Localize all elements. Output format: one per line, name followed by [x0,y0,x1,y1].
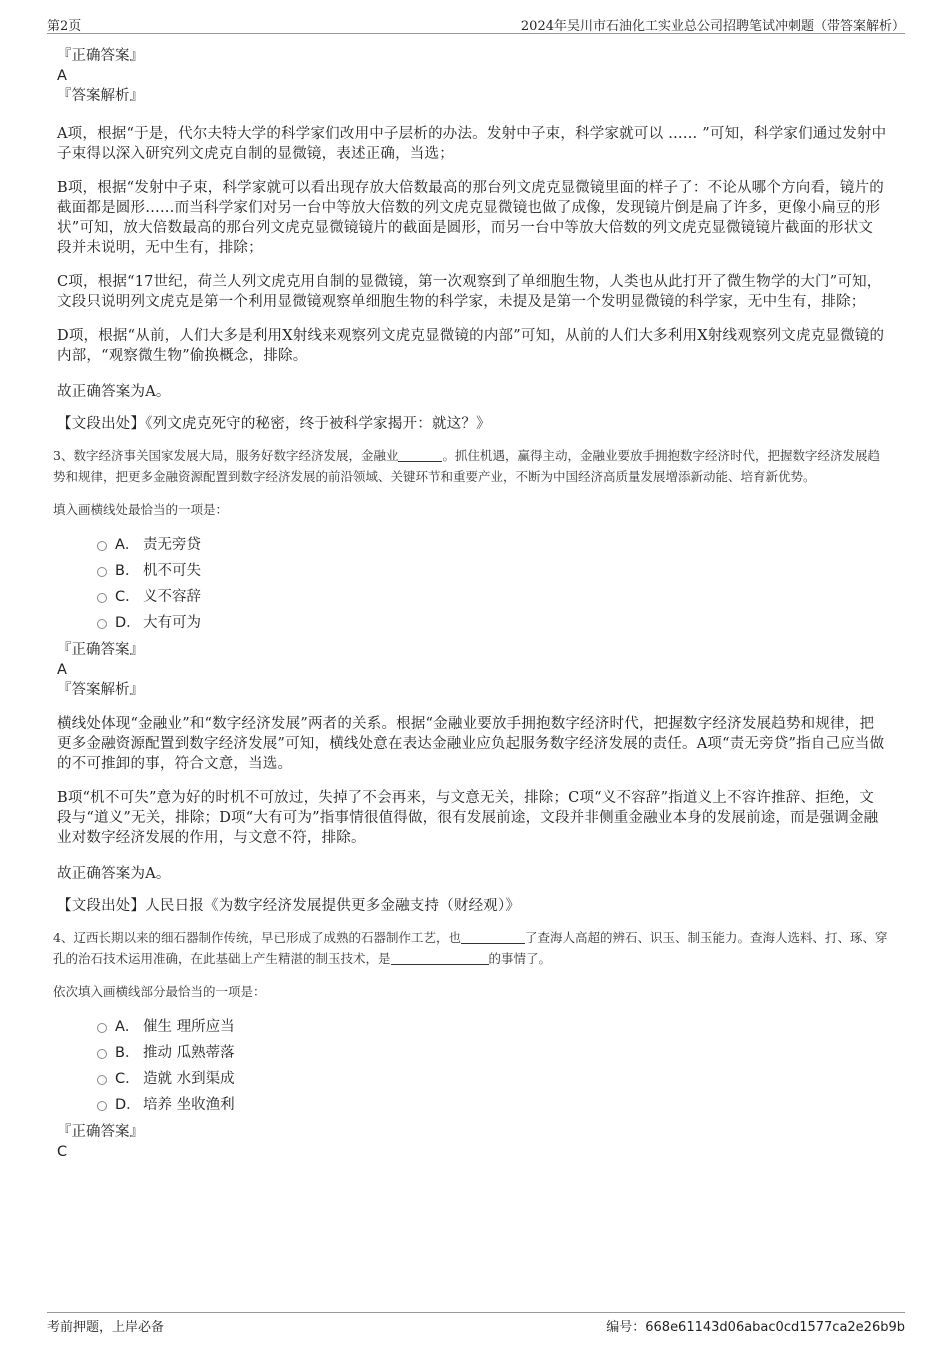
radio-icon[interactable] [97,1075,107,1085]
q4-option-d[interactable]: D． 培养 坐收渔利 [97,1090,887,1116]
q4-stem: 4、辽西长期以来的细石器制作传统，早已形成了成熟的石器制作工艺，也 了查海人高超的辨石、识玉、制玉能力。查海人选料、打、琢、穿孔的治石技术运用准确，在此基础上产生精湛的制玉技术，是 的事情了。 [53,930,888,966]
page-header [47,14,905,34]
footer-serial: 编号：668e61143d06abac0cd1577ca2e26b9b [606,1320,905,1335]
q4-blank-1 [461,930,525,944]
answer-label: 『正确答案』 [57,1124,144,1140]
q4-blank-2 [391,951,489,965]
q3-option-c[interactable]: C． 义不容辞 [97,582,887,608]
footer-slogan: 考前押题，上岸必备 [47,1320,165,1335]
q4-option-c[interactable]: C． 造就 水到渠成 [97,1064,887,1090]
radio-icon[interactable] [97,619,107,629]
q2-correct-answer: A [57,68,67,84]
radio-icon[interactable] [97,1049,107,1059]
q3-option-a[interactable]: A． 责无旁贷 [97,530,887,556]
q2-analysis-a: A项，根据“于是，代尔夫特大学的科学家们改用中子层析的办法。发射中子束，科学家就可以 …… ”可知，科学家们通过发射中子束得以深入研究列文虎克自制的显微镜，表述正确，当选； [57,126,887,162]
serial-number: 668e61143d06abac0cd1577ca2e26b9b [645,1320,905,1335]
q3-blank [398,448,442,462]
radio-icon[interactable] [97,567,107,577]
q2-source: 【文段出处】《列文虎克死守的秘密，终于被科学家揭开：就这？》 [57,416,491,432]
analysis-label: 『答案解析』 [57,682,144,698]
q2-conclusion: 故正确答案为A。 [57,384,171,400]
q4-instruction: 依次填入画横线部分最恰当的一项是： [53,984,266,999]
page-footer [47,1312,905,1336]
q3-correct-answer: A [57,662,67,678]
q2-analysis-d: D项，根据“从前，人们大多是利用X射线来观察列文虎克显微镜的内部”可知，从前的人们大多利用X射线观察列文虎克显微镜的内部，“观察微生物”偷换概念，排除。 [57,328,885,364]
q3-source: 【文段出处】人民日报《为数字经济发展提供更多金融支持（财经观）》 [57,898,521,914]
q3-analysis-2: B项“机不可失”意为好的时机不可放过，失掉了不会再来，与文意无关，排除；C项“义不容辞”指道义上不容许推辞、拒绝，文段与“道义”无关，排除；D项“大有可为”指事情很值得做，很有发展前途，文段并非侧重金融业本身的发展前途，而是强调金融业对数字经济发展的作用，与文意不符，排除。 [57,790,879,846]
analysis-label: 『答案解析』 [57,88,144,104]
q2-analysis-b: B项，根据“发射中子束，科学家就可以看出现存放大倍数最高的那台列文虎克显微镜里面的样子了：不论从哪个方向看，镜片的截面都是圆形……而当科学家们对另一台中等放大倍数的列文虎克显微镜也做了成像，发现镜片倒是扁了许多，更像小扁豆的形状”可知，放大倍数最高的那台列文虎克显微镜镜片的截面是圆形，而另一台中等放大倍数的列文虎克显微镜镜片截面的形状文段并未说明，无中生有，排除； [57,180,884,256]
q3-option-d[interactable]: D． 大有可为 [97,608,887,634]
q3-analysis-1: 横线处体现“金融业”和“数字经济发展”两者的关系。根据“金融业要放手拥抱数字经济时代，把握数字经济发展趋势和规律，把更多金融资源配置到数字经济发展”可知，横线处意在表达金融业应负起服务数字经济发展的责任。A项“责无旁贷”指自己应当做的不可推卸的事，符合文意，当选。 [57,716,885,772]
radio-icon[interactable] [97,1023,107,1033]
q4-options [97,1012,887,1116]
radio-icon[interactable] [97,1101,107,1111]
page-content [53,46,888,1162]
q4-option-b[interactable]: B． 推动 瓜熟蒂落 [97,1038,887,1064]
q3-option-b[interactable]: B． 机不可失 [97,556,887,582]
radio-icon[interactable] [97,541,107,551]
q4-correct-answer: C [57,1144,68,1160]
document-title: 2024年吴川市石油化工实业总公司招聘笔试冲刺题（带答案解析） [520,19,905,34]
q3-instruction: 填入画横线处最恰当的一项是： [53,502,229,517]
q3-conclusion: 故正确答案为A。 [57,866,171,882]
radio-icon[interactable] [97,593,107,603]
answer-label: 『正确答案』 [57,642,144,658]
q2-analysis-c: C项，根据“17世纪，荷兰人列文虎克用自制的显微镜，第一次观察到了单细胞生物，人类也从此打开了微生物学的大门”可知，文段只说明列文虎克是第一个利用显微镜观察单细胞生物的科学家，未提及是第一个发明显微镜的科学家，无中生有，排除； [57,274,882,310]
q3-stem: 3、数字经济事关国家发展大局，服务好数字经济发展，金融业 。抓住机遇，赢得主动，金融业要放手拥抱数字经济时代，把握数字经济发展趋势和规律，把更多金融资源配置到数字经济发展的前沿领域、关键环节和重要产业，不断为中国经济高质量发展增添新动能、培育新优势。 [53,448,880,484]
page-number: 第2页 [47,19,82,34]
answer-label: 『正确答案』 [57,48,144,64]
q4-option-a[interactable]: A． 催生 理所应当 [97,1012,887,1038]
q3-options [97,530,887,634]
